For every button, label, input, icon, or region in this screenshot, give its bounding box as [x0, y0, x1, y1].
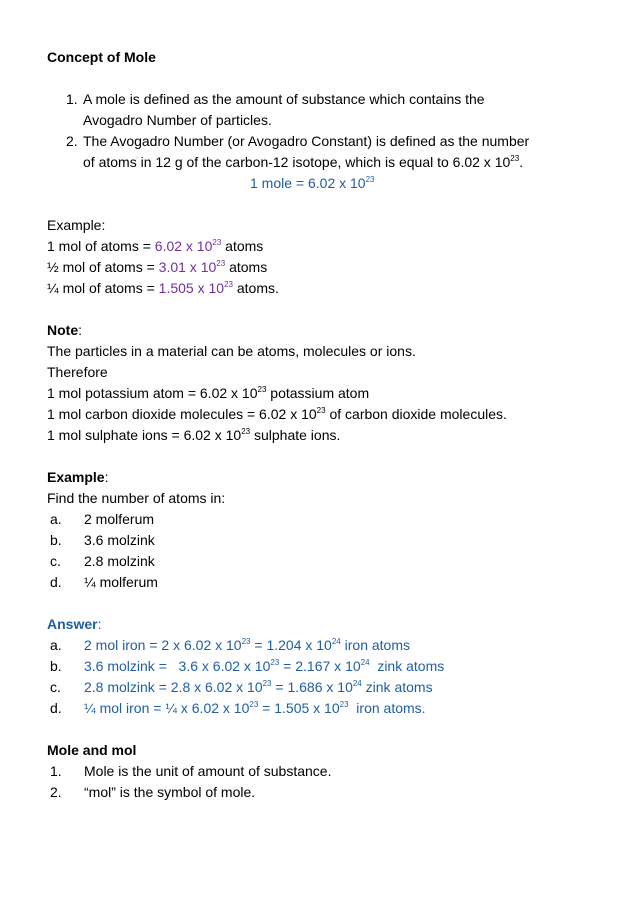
row-text: ½ mol of atoms =	[47, 259, 159, 275]
exponent: 23	[510, 154, 520, 163]
exponent: 23	[216, 259, 226, 268]
answer-text: = 1.204 x 10	[250, 637, 332, 653]
section-title-mole-mol: Mole and mol	[47, 742, 137, 758]
row-text: of carbon dioxide molecules.	[325, 406, 507, 422]
example-row	[47, 278, 607, 299]
exponent: 23	[224, 280, 233, 289]
list-marker: 2.	[50, 784, 62, 800]
definition-text: The Avogadro Number (or Avogadro Constant) is defined as the number	[83, 133, 530, 149]
note-row	[47, 404, 607, 425]
list-marker: d.	[50, 700, 62, 716]
row-text: ¼ mol of atoms =	[47, 280, 159, 296]
heading-text: Note	[47, 322, 79, 338]
list-item	[47, 572, 607, 593]
example-row	[47, 236, 607, 257]
answer-text: zink atoms	[361, 679, 433, 695]
list-marker: c.	[50, 679, 61, 695]
list-marker: d.	[50, 574, 62, 590]
answer-text: iron atoms.	[348, 700, 426, 716]
exponent: 23	[316, 406, 326, 415]
mole-equation	[47, 173, 607, 194]
item-text: 3.6 molzink	[84, 532, 155, 548]
definition-text: of atoms in 12 g of the carbon-12 isotope, which is equal to 6.02 x 10	[83, 154, 511, 170]
heading-text: Answer	[47, 616, 98, 632]
answer-item	[47, 677, 607, 698]
answer-text: 2.8 molzink = 2.8 x 6.02 x 10	[84, 679, 263, 695]
exponent: 24	[331, 637, 341, 646]
exponent: 23	[365, 175, 375, 184]
list-item	[47, 509, 607, 530]
list-number: 2.	[66, 133, 78, 149]
exponent: 23	[241, 427, 251, 436]
answer-item	[47, 635, 607, 656]
example-heading: Example:	[47, 217, 106, 233]
note-row	[47, 425, 607, 446]
exponent: 23	[257, 385, 267, 394]
answer-text: = 1.505 x 10	[258, 700, 340, 716]
row-text: 1 mol of atoms =	[47, 238, 155, 254]
list-marker: c.	[50, 553, 61, 569]
note-text: Therefore	[47, 364, 108, 380]
answer-heading	[47, 614, 607, 635]
exponent: 23	[339, 700, 349, 709]
definition-2	[47, 131, 607, 152]
equation-text: 1 mole = 6.02 x 10	[250, 175, 366, 191]
item-text: ¼ molferum	[84, 574, 158, 590]
row-text: potassium atom	[266, 385, 370, 401]
exponent: 23	[241, 637, 251, 646]
exponent: 23	[270, 658, 280, 667]
item-text: Mole is the unit of amount of substance.	[84, 763, 332, 779]
row-text: atoms.	[232, 280, 279, 296]
list-item	[47, 761, 607, 782]
heading-colon: :	[104, 469, 109, 485]
exponent: 24	[360, 658, 370, 667]
answer-text: = 2.167 x 10	[279, 658, 361, 674]
row-text: 1 mol sulphate ions = 6.02 x 10	[47, 427, 242, 443]
value: 6.02 x 10	[154, 238, 213, 254]
answer-item	[47, 656, 607, 677]
item-text: “mol” is the symbol of mole.	[84, 784, 256, 800]
heading-text: Example	[47, 469, 105, 485]
list-marker: b.	[50, 658, 62, 674]
list-item	[47, 551, 607, 572]
answer-text: iron atoms	[340, 637, 410, 653]
section-title-concept: Concept of Mole	[47, 49, 156, 65]
definition-2-cont	[47, 152, 607, 173]
document-page	[47, 47, 607, 803]
example2-prompt: Find the number of atoms in:	[47, 490, 226, 506]
exponent: 24	[352, 679, 362, 688]
answer-text: zink atoms	[369, 658, 445, 674]
row-text: 1 mol carbon dioxide molecules = 6.02 x 10	[47, 406, 317, 422]
definition-text: A mole is defined as the amount of substance which contains the	[83, 91, 485, 107]
exponent: 23	[249, 700, 259, 709]
definition-text: .	[519, 154, 524, 170]
row-text: atoms	[221, 238, 264, 254]
list-item	[47, 782, 607, 803]
heading-colon: :	[78, 322, 83, 338]
list-marker: 1.	[50, 763, 62, 779]
definition-1-cont	[47, 110, 607, 131]
answer-text: 3.6 molzink = 3.6 x 6.02 x 10	[84, 658, 271, 674]
note-text: The particles in a material can be atoms, molecules or ions.	[47, 343, 416, 359]
definition-text: Avogadro Number of particles.	[83, 112, 272, 128]
note-heading	[47, 320, 607, 341]
row-text: 1 mol potassium atom = 6.02 x 10	[47, 385, 258, 401]
answer-text: 2 mol iron = 2 x 6.02 x 10	[84, 637, 242, 653]
example-row	[47, 257, 607, 278]
list-number: 1.	[66, 91, 78, 107]
list-marker: b.	[50, 532, 62, 548]
row-text: sulphate ions.	[250, 427, 341, 443]
answer-item	[47, 698, 607, 719]
row-text: atoms	[225, 259, 268, 275]
definition-1	[47, 89, 607, 110]
item-text: 2.8 molzink	[84, 553, 155, 569]
answer-text: = 1.686 x 10	[271, 679, 353, 695]
value: 1.505 x 10	[158, 280, 225, 296]
value: 3.01 x 10	[158, 259, 217, 275]
exponent: 23	[212, 238, 222, 247]
note-row	[47, 383, 607, 404]
list-item	[47, 530, 607, 551]
heading-colon: :	[97, 616, 102, 632]
example2-heading	[47, 467, 607, 488]
list-marker: a.	[50, 511, 62, 527]
exponent: 23	[262, 679, 272, 688]
list-marker: a.	[50, 637, 62, 653]
answer-text: ¼ mol iron = ¼ x 6.02 x 10	[84, 700, 250, 716]
item-text: 2 molferum	[84, 511, 155, 527]
